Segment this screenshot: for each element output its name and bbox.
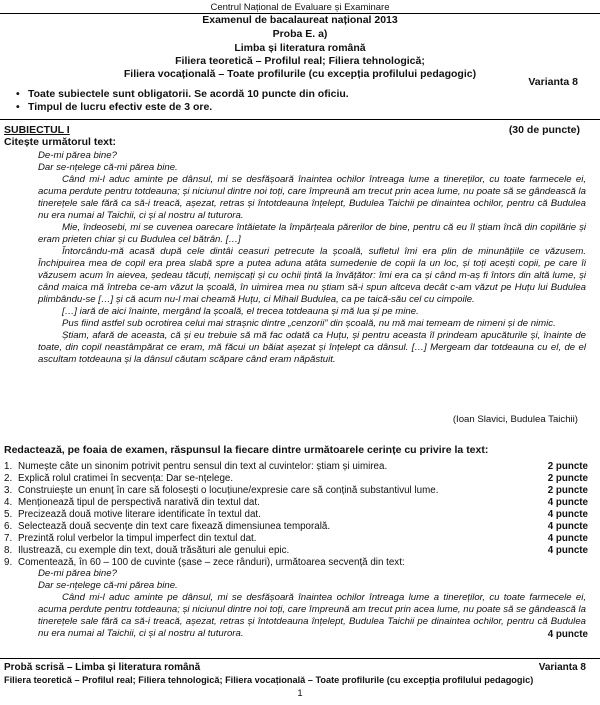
- task-points: 4 puncte: [547, 521, 588, 532]
- subject-points: (30 de puncte): [508, 124, 580, 136]
- exam-title: Examenul de bacalaureat național 2013: [202, 14, 398, 26]
- text-source: (Ioan Slavici, Budulea Taichii): [452, 414, 578, 425]
- text-line: Dar se-nțelege că-mi părea bine.: [38, 162, 178, 173]
- task-item: [4, 521, 596, 533]
- footer-track: Filiera teoretică – Profilul real; Filiera tehnologică; Filiera vocațională – Toate profilurile (cu excepția profilului pedagogic): [4, 675, 534, 685]
- q9-excerpt: [38, 568, 586, 640]
- text-paragraph: […] iară de aici înainte, mergând la școală, el trecea totdeauna și mă lua și pe mine.: [62, 306, 419, 317]
- footer-left: Probă scrisă – Limba și literatura română: [4, 662, 201, 673]
- task-points: 2 puncte: [547, 485, 588, 496]
- task-text: Menționează tipul de perspectivă narativă din textul dat.: [18, 497, 260, 508]
- task-list: [4, 461, 596, 569]
- task-text: Ilustrează, cu exemple din text, două trăsături ale genului epic.: [18, 545, 290, 556]
- task-text: Comentează, în 60 – 100 de cuvinte (șase – zece rânduri), următoarea secvență din text:: [18, 557, 405, 568]
- q9-line: Dar se-nțelege că-mi părea bine.: [38, 580, 178, 591]
- task-item: [4, 545, 596, 557]
- task-number: 5.: [4, 509, 13, 520]
- task-text: Selectează două secvențe din text care fixează dimensiunea temporală.: [18, 521, 331, 532]
- institution-name: Centrul Național de Evaluare și Examinare: [210, 2, 390, 13]
- text-paragraph: Întorcându-mă acasă după cele dintâi ceasuri petrecute la școală, sufletul îmi era plin de minunățiile ce văzusem. Închipuirea mea de copil era prea slabă spre a putea aduna atâta sumedenie de copii la un loc, și toți acești copii, pe care îi văzusem acum în aievea, ședeau tăcuți, nemișcați și cu ochii țintă la învățător: îmi era ca și când m-aș fi întors din altă lume, și când maica mă întreba ce-am văzut la școală, în uimirea mea nu știam să-i spun altceva decât c-am văzut pe Huțu lui Budulea plimbându-se […] și că acum nu-l mai cheamă Huțu, ci Mihail Budulea, ca pe taică-său cel cu cimpoile.: [38, 246, 586, 305]
- text-line: De-mi părea bine?: [38, 150, 117, 161]
- task-number: 4.: [4, 497, 13, 508]
- task-points: 2 puncte: [547, 473, 588, 484]
- subject-title: SUBIECTUL I: [4, 124, 70, 136]
- footer-variant: Varianta 8: [538, 662, 586, 673]
- text-paragraph: Pus fiind astfel sub ocrotirea celui mai strașnic dintre „cenzorii” din școală, nu mă mai temeam de nimeni și de nimic.: [62, 318, 556, 329]
- task-points: 4 puncte: [547, 533, 588, 544]
- task-points: 2 puncte: [547, 461, 588, 472]
- q9-paragraph: Când mi-l aduc aminte pe dânsul, mi se desfășoară înaintea ochilor întreaga lume a tinereților, cu toate farmecele ei, acuma perdute pentru totdeauna; și niciunul dintre noi toți, care împreună am trecut prin acea lume, nu poate să se gândească la tinerețele sale fără ca să-i treacă, așezat, retras și întotdeauna înțelept, Budulea Taichii pe dinaintea ochilor, pentru că Budulea nu era numai al Taichii, ci și al nostru al tuturora.: [38, 592, 586, 639]
- task-item: [4, 461, 596, 473]
- task-number: 8.: [4, 545, 13, 556]
- task-number: 7.: [4, 533, 13, 544]
- task-points: 4 puncte: [547, 497, 588, 508]
- task-text: Numește câte un sinonim potrivit pentru sensul din text al cuvintelor: știam și uimirea.: [18, 461, 388, 472]
- task-number: 9.: [4, 557, 13, 568]
- q9-line: De-mi părea bine?: [38, 568, 117, 579]
- exam-subject: Limba și literatura română: [234, 42, 366, 54]
- literary-text: [38, 150, 586, 366]
- task-text: Construiește un enunț în care să folosești o locuțiune/expresie care să conțină substantivul lume.: [18, 485, 439, 496]
- task-text: Explică rolul cratimei în secvența: Dar se-nțelege.: [18, 473, 234, 484]
- section-rule: [0, 119, 600, 120]
- text-paragraph: Mie, îndeosebi, mi se cuvenea oarecare întăietate la împărțeala părerilor de bine, pentru că eu îl știam încă din copilărie și eram prieten chiar și cu Budulea cel bătrân. […]: [38, 222, 586, 245]
- task-text: Prezintă rolul verbelor la timpul imperfect din textul dat.: [18, 533, 257, 544]
- task-item: [4, 485, 596, 497]
- task-number: 6.: [4, 521, 13, 532]
- task-item: [4, 509, 596, 521]
- task-number: 1.: [4, 461, 13, 472]
- exam-track-line2: Filiera vocațională – Toate profilurile (cu excepția profilului pedagogic): [123, 68, 477, 80]
- exam-proba: Proba E. a): [272, 28, 328, 40]
- task-item: [4, 497, 596, 509]
- task-number: 3.: [4, 485, 13, 496]
- task-points: 4 puncte: [547, 545, 588, 556]
- instruction-item: • Toate subiectele sunt obligatorii. Se acordă 10 puncte din oficiu.: [28, 88, 349, 100]
- page-number: 1: [297, 688, 303, 699]
- text-paragraph: Când mi-l aduc aminte pe dânsul, mi se desfășoară înaintea ochilor întreaga lume a tinereților, cu toate farmecele ei, acuma perdute pentru totdeauna; și niciunul dintre noi toți, care împreună am trecut prin acea lume, nu poate să se gândească la tinerețele sale fără ca să-i treacă, așezat, retras și întotdeauna înțelept, Budulea Taichii pe dinaintea ochilor, pentru că Budulea nu era numai al Taichii, ci și al nostru al tuturora.: [38, 174, 586, 221]
- task-lead: Redactează, pe foaia de examen, răspunsul la fiecare dintre următoarele cerințe cu privire la text:: [4, 444, 489, 456]
- subject-lead: Citește următorul text:: [4, 136, 117, 148]
- task-item: [4, 533, 596, 545]
- task-number: 2.: [4, 473, 13, 484]
- task-points: 4 puncte: [547, 509, 588, 520]
- task-text: Precizează două motive literare identificate în textul dat.: [18, 509, 261, 520]
- task-item: [4, 473, 596, 485]
- exam-track-line1: Filiera teoretică – Profilul real; Filiera tehnologică;: [175, 55, 425, 67]
- footer-rule: [0, 658, 600, 659]
- variant-label: Varianta 8: [528, 76, 578, 88]
- instruction-item: • Timpul de lucru efectiv este de 3 ore.: [28, 101, 212, 113]
- text-paragraph: Știam, afară de aceasta, că și eu trebuie să mă fac odată ca Huțu, și pentru aceasta îl prindeam apucăturile și, înainte de toate, din copil neastâmpărat ce eram, mă făcui un băiat așezat și înțelept ca dânsul. […] Mergeam dar totdeauna cu el, de el ascultam totdeauna și la dânsul căutam scăpare când eram năpăstuit.: [38, 330, 586, 365]
- q9-points: 4 puncte: [547, 629, 588, 640]
